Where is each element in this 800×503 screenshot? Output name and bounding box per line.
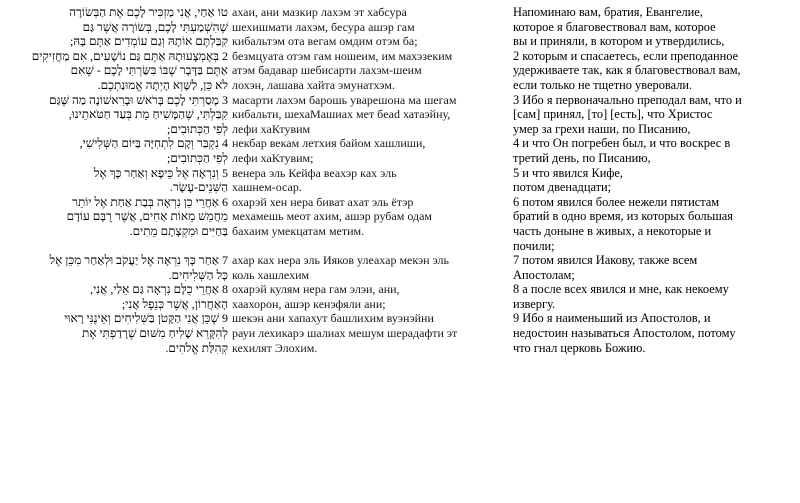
transliteration-text-line: рауи лехикарэ шалиах мешум шерадафти эт bbox=[232, 326, 458, 341]
hebrew-text-line: 2 בְּאֶמְצָעוּתָהּ אַתֶּם גַּם נוֹשָׁעִים, אִם מַחֲזִיקִים bbox=[31, 48, 228, 63]
russian-text-line: 9 Ибо я наименьший из Апостолов, и bbox=[513, 311, 711, 326]
transliteration-text-line: некбар векам летхия байом хашлиши, bbox=[232, 136, 426, 151]
hebrew-text-line bbox=[12, 239, 228, 254]
hebrew-text-line: קִבַּלְתִּי, שֶׁהַמָּשִׁיחַ מֵת בְּעַד חַטֹּאתֵינוּ, bbox=[68, 107, 228, 122]
transliteration-text-line: охарэй кулям нера гам элэи, ани, bbox=[232, 282, 400, 297]
transliteration-text-line: венера эль Кейфа веахэр ках эль bbox=[232, 165, 397, 180]
transliteration-text-line: кибальтэм ота вегам омдим отэм ба; bbox=[232, 34, 418, 49]
russian-text-line: 3 Ибо я первоначально преподал вам, что и bbox=[513, 92, 742, 107]
hebrew-text-line: 6 אַחֲרֵי כֵן נִרְאָה בְּבַת אַחַת אֶל יוֹתֵר bbox=[72, 194, 228, 209]
russian-text-line: которое я благовествовал вам, которое bbox=[513, 19, 716, 34]
hebrew-text-line: לְפִי הַכְּתוּבִים; bbox=[167, 121, 228, 136]
transliteration-column bbox=[232, 5, 507, 355]
hebrew-text-line: 9 שֶׁכֵּן אֲנִי הַקָּטֹן בַּשְּׁלִיחִים וְאֵינֶנִּי רָאוּי bbox=[64, 311, 228, 326]
transliteration-text-line: атэм бадавар шебисарти лахэм-шеим bbox=[232, 63, 422, 78]
russian-text-line: Напоминаю вам, братия, Евангелие, bbox=[513, 5, 703, 19]
russian-text-line: что гнал церковь Божию. bbox=[513, 340, 646, 355]
russian-text-line: почили; bbox=[513, 238, 555, 253]
hebrew-text-line: מֵחֲמֵשׁ מֵאוֹת אַחִים, אֲשֶׁר רֻבָּם עוֹדָם bbox=[66, 209, 228, 224]
hebrew-text-line: הַשְּׁנֵים-עָשָׂר. bbox=[169, 180, 228, 195]
transliteration-text-line: лохэн, лашава хайта эмунатхэм. bbox=[232, 77, 395, 92]
russian-text-line: вы и приняли, в котором и утвердились, bbox=[513, 34, 725, 49]
russian-text-line: умер за грехи наши, по Писанию, bbox=[513, 121, 691, 136]
transliteration-text-line: хаахорон, ашэр кенэфяли ани; bbox=[232, 296, 386, 311]
russian-text-line: потом двенадцати; bbox=[513, 180, 612, 195]
transliteration-text-line: бахаим умекцатам метим. bbox=[232, 223, 365, 238]
russian-text-line: 8 а после всех явился и мне, как некоему bbox=[513, 282, 729, 297]
transliteration-text-line: кехилят Элохим. bbox=[232, 340, 318, 355]
transliteration-text-line: охарэй хен нера биват ахат эль ётэр bbox=[232, 194, 414, 209]
hebrew-text-column bbox=[12, 5, 228, 355]
transliteration-text-line bbox=[232, 239, 507, 254]
hebrew-text-line: 8 אַחֲרֵי כֻלָּם נִרְאָה גַּם אֵלַי, אֲנִי, bbox=[90, 282, 228, 297]
russian-text-line: 4 и что Он погребен был, и что воскрес в bbox=[513, 136, 731, 151]
hebrew-text-line: הָאַחֲרוֹן, אֲשֶׁר כְּנֵפֶל אֲנִי; bbox=[121, 296, 228, 311]
hebrew-text-line: לְהִקָּרֵא שָׁלִיחַ מִשּׁוּם שֶׁרָדַפְתִּי אֶת bbox=[82, 326, 228, 341]
transliteration-text-line: лефи хаКтувим; bbox=[232, 150, 314, 165]
russian-text-line: 7 потом явился Иакову, также всем bbox=[513, 253, 698, 268]
russian-text-line: 6 потом явился более нежели пятистам bbox=[513, 194, 720, 209]
hebrew-text-line: 4 נִקְבַּר וְקָם לִתְחִיָּה בַּיּוֹם הַשְּׁלִישִׁי, bbox=[79, 136, 228, 151]
transliteration-text-line: коль хашлехим bbox=[232, 267, 310, 282]
hebrew-text-line: טו אַחַי, אֲנִי מַזְכִּיר לָכֶם אֶת הַבְּשׂוֹרָה bbox=[69, 5, 228, 19]
transliteration-text-line: ахар ках нера эль Ияков улеахар мекэн эль bbox=[232, 253, 449, 268]
transliteration-text-line: безмцуата отэм гам ношеим, им махэзеким bbox=[232, 48, 453, 63]
transliteration-text-line: хашнем-осар. bbox=[232, 180, 302, 195]
hebrew-text-line: 5 וְנִרְאָה אֶל כֵּיפָא וְאַחַר כָּךְ אֶל bbox=[93, 165, 228, 180]
hebrew-text-line: כָּל הַשְּׁלִיחִים. bbox=[168, 267, 228, 282]
russian-text-line: 5 и что явился Кифе, bbox=[513, 165, 623, 180]
transliteration-text-line: шехишмати лахэм, бесура ашэр гам bbox=[232, 19, 415, 34]
hebrew-text-line: 7 אַחַר כָּךְ נִרְאָה אֶל יַעֲקֹב וּלְאַחַר מִכֵּן אֶל bbox=[49, 253, 228, 268]
russian-text-line: Апостолам; bbox=[513, 267, 575, 282]
transliteration-text-line: кибальти, шехаМашиах мет бead хатаэйну, bbox=[232, 107, 451, 122]
russian-text-line: [сам] принял, [то] [есть], что Христос bbox=[513, 107, 713, 122]
transliteration-text-line: масарти лахэм барошь уварешона ма шегам bbox=[232, 92, 457, 107]
transliteration-text-line: мехамешь меот ахим, ашэр рубам одам bbox=[232, 209, 433, 224]
russian-text-line: извергу. bbox=[513, 296, 556, 311]
russian-text-line: 2 которым и спасаетесь, если преподанное bbox=[513, 48, 739, 63]
hebrew-text-line: קִבַּלְתֶּם אוֹתָהּ וְגַם עוֹמְדִים אַתֶּם בָּהּ; bbox=[69, 34, 228, 49]
hebrew-text-line: קְהִלַּת אֱלֹהִים. bbox=[165, 340, 228, 355]
russian-text-line: если только не тщетно уверовали. bbox=[513, 77, 693, 92]
hebrew-text-line: בַּחַיִּים וּמִקְצָתָם מֵתִים. bbox=[129, 223, 228, 238]
russian-text-line: недостоин называться Апостолом, потому bbox=[513, 326, 736, 341]
russian-translation-column bbox=[513, 5, 798, 355]
russian-text-line: часть доныне в живых, а некоторые и bbox=[513, 223, 712, 238]
hebrew-text-line: לֹא כֵּן, לַשָּׁוְא הָיְתָה אֱמוּנַתְכֶם. bbox=[97, 77, 228, 92]
transliteration-text-line: лефи хаКтувим bbox=[232, 121, 311, 136]
russian-text-line: братий в одно время, из которых большая bbox=[513, 209, 733, 224]
hebrew-text-line: לְפִי הַכְּתוּבִים; bbox=[167, 150, 228, 165]
hebrew-text-line: שֶׁהִשְׁמַעְתִּי לָכֶם, בְּשׂוֹרָה אֲשֶׁר גַּם bbox=[82, 19, 228, 34]
russian-text-line: удерживаете так, как я благовествовал вам, bbox=[513, 63, 741, 78]
transliteration-text-line: ахаи, ани мазкир лахэм эт хабсура bbox=[232, 5, 407, 19]
hebrew-text-line: 3 מָסַרְתִּי לָכֶם בָּרֹאשׁ וּבָרִאשׁוֹנָה מַה שֶּׁגַּם bbox=[49, 92, 228, 107]
russian-text-line: третий день, по Писанию, bbox=[513, 150, 651, 165]
hebrew-text-line: אַתֶּם בַּדָּבָר שֶׁבּוֹ בִּשַּׂרְתִּי לָכֶם - שֶׁאִם bbox=[70, 63, 228, 78]
transliteration-text-line: шекэн ани хапахут башлихим вуэнэйни bbox=[232, 311, 434, 326]
